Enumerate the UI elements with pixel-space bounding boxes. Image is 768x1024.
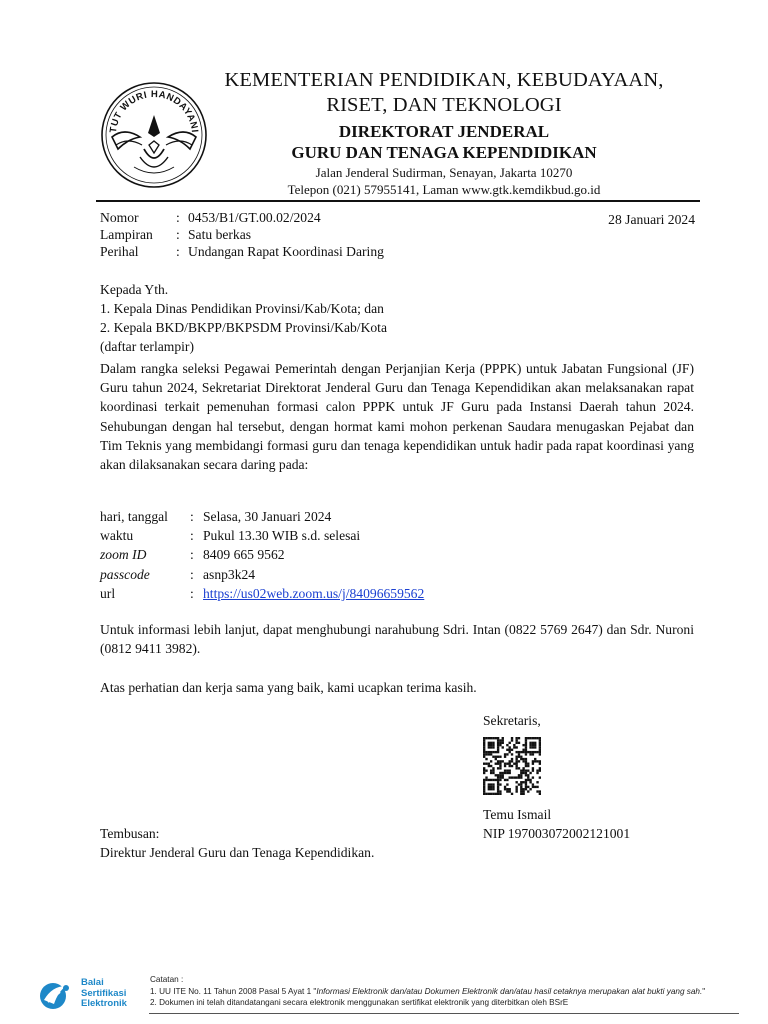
recipient-line-4: (daftar terlampir) — [100, 339, 194, 354]
tut-wuri-handayani-logo — [94, 75, 214, 190]
detail-value-url-wrap — [203, 584, 603, 603]
ministry-line-2: RISET, DAN TEKNOLOGI — [326, 94, 562, 116]
signature-qr-code — [483, 737, 541, 795]
detail-label-date: hari, tanggal — [100, 509, 168, 524]
footer-divider — [149, 1013, 739, 1014]
meta-label-lampiran: Lampiran — [100, 227, 153, 242]
recipient-line-2: 1. Kepala Dinas Pendidikan Provinsi/Kab/Kota; dan — [100, 301, 384, 316]
meta-label-perihal: Perihal — [100, 244, 139, 259]
note-1-prefix: 1. UU ITE No. 11 Tahun 2008 Pasal 5 Ayat 1 " — [150, 986, 317, 996]
signatory-name: Temu Ismail — [483, 807, 552, 822]
body-paragraph-1: Dalam rangka seleksi Pegawai Pemerintah dengan Perjanjian Kerja (PPPK) untuk Jabatan Fungsional (JF) Guru tahun 2024, Sekretariat Direktorat Jenderal Guru dan Tenaga Kependidikan akan melaksanakan rapat koordinasi terkait pemenuhan formasi calon PPPK untuk JF Guru pada Instansi Daerah tahun 2024. Sehubungan dengan hal tersebut, dengan hormat kami mohon perkenan Saudara menugaskan Pejabat dan Tim Teknis yang membidangi formasi guru dan tenaga kependidikan untuk hadir pada rapat koordinasi yang akan dilaksanakan secara daring pada: — [100, 361, 694, 473]
recipient-line-3: 2. Kepala BKD/BKPP/BKPSDM Provinsi/Kab/Kota — [100, 320, 387, 335]
note-2: 2. Dokumen ini telah ditandatangani secara elektronik menggunakan sertifikat elektronik yang diterbitkan oleh BSrE — [150, 998, 569, 1007]
ministry-name — [222, 68, 666, 118]
footer-notes — [150, 974, 705, 1009]
detail-separator: : — [190, 586, 194, 601]
note-1-suffix: " — [702, 986, 706, 996]
zoom-meeting-link[interactable]: https://us02web.zoom.us/j/84096659562 — [203, 586, 425, 601]
note-1-quote: Informasi Elektronik dan/atau Dokumen Elektronik dan/atau hasil cetaknya merupakan alat bukti yang sah. — [316, 986, 703, 996]
meta-value-perihal: Undangan Rapat Koordinasi Daring — [188, 244, 384, 259]
bsre-logo-line-3: Elektronik — [81, 998, 127, 1009]
detail-separator: : — [190, 567, 194, 582]
cc-recipient: Direktur Jenderal Guru dan Tenaga Kependidikan. — [100, 845, 375, 860]
meta-separator: : — [176, 210, 180, 225]
detail-label-time: waktu — [100, 528, 134, 543]
meta-separator: : — [176, 244, 180, 259]
letter-date: 28 Januari 2024 — [608, 212, 695, 227]
svg-text:TUT WURI HANDAYANI: TUT WURI HANDAYANI — [107, 88, 200, 134]
detail-label-passcode: passcode — [100, 567, 150, 582]
detail-separator: : — [190, 528, 194, 543]
bsre-logo-line-2: Sertifikasi — [81, 987, 127, 999]
detail-value-time: Pukul 13.30 WIB s.d. selesai — [203, 528, 361, 543]
recipient-block — [100, 280, 500, 356]
meta-label-nomor: Nomor — [100, 210, 139, 225]
signatory-title: Sekretaris, — [483, 713, 541, 728]
body-paragraph-2: Untuk informasi lebih lanjut, dapat menghubungi narahubung Sdri. Intan (0822 5769 2647) dan Sdr. Nuroni (0812 9411 3982). — [100, 622, 694, 657]
detail-value-zoom-id: 8409 665 9562 — [203, 547, 285, 562]
cc-label: Tembusan: — [100, 826, 160, 841]
meta-value-nomor: 0453/B1/GT.00.02/2024 — [188, 210, 321, 225]
ministry-line-1: KEMENTERIAN PENDIDIKAN, KEBUDAYAAN, — [224, 69, 664, 91]
directorate-name — [222, 121, 666, 163]
body-paragraph-3: Atas perhatian dan kerja sama yang baik, kami ucapkan terima kasih. — [100, 680, 477, 695]
signatory-nip: NIP 197003072002121001 — [483, 826, 631, 841]
detail-label-url: url — [100, 586, 116, 601]
letterhead-divider — [96, 200, 700, 202]
recipient-line-1: Kepada Yth. — [100, 282, 169, 297]
contact-block — [222, 164, 666, 198]
detail-separator: : — [190, 509, 194, 524]
bsre-logo — [38, 978, 146, 1014]
detail-label-zoom-id: zoom ID — [100, 547, 147, 562]
note-1 — [150, 986, 705, 998]
contact-line: Telepon (021) 57955141, Laman www.gtk.kemdikbud.go.id — [287, 182, 601, 197]
detail-value-passcode: asnp3k24 — [203, 567, 256, 582]
meta-value-lampiran: Satu berkas — [188, 227, 252, 242]
detail-value-date: Selasa, 30 Januari 2024 — [203, 509, 332, 524]
directorate-line-1: DIREKTORAT JENDERAL — [338, 122, 550, 141]
address-line: Jalan Jenderal Sudirman, Senayan, Jakarta 10270 — [315, 165, 573, 180]
detail-separator: : — [190, 547, 194, 562]
bsre-logo-line-1: Balai — [81, 977, 104, 988]
directorate-line-2: GURU DAN TENAGA KEPENDIDIKAN — [291, 143, 597, 162]
meta-separator: : — [176, 227, 180, 242]
notes-title: Catatan : — [150, 975, 184, 984]
